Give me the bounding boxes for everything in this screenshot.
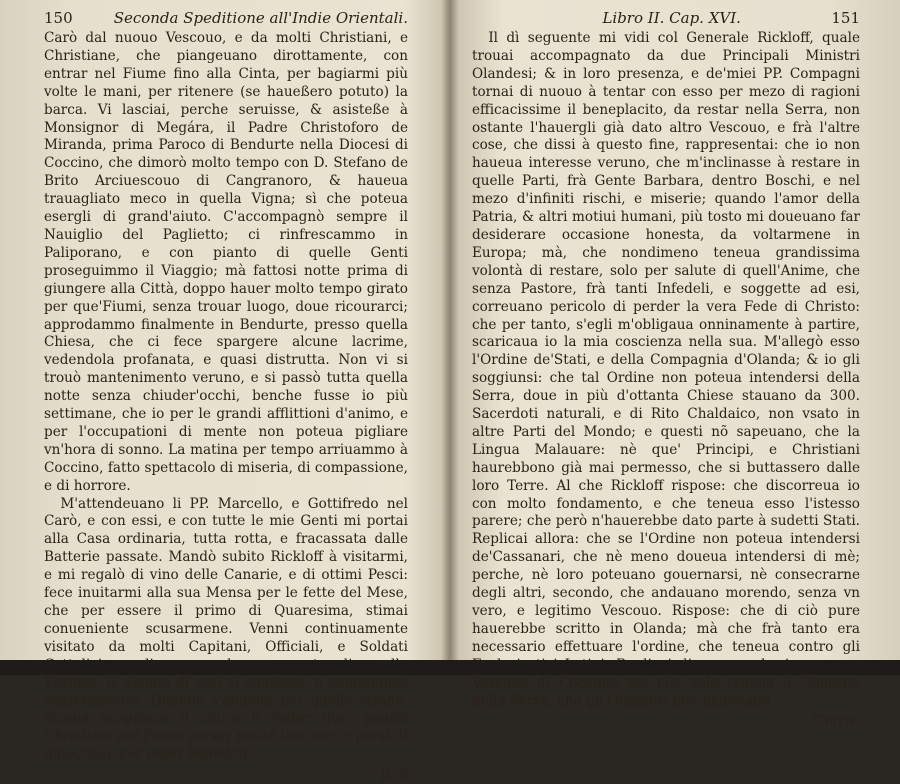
left-running-title: Seconda Speditione all'Indie Orientali. <box>113 9 408 27</box>
left-page <box>0 0 438 784</box>
left-paragraph-1: Carò dal nuouo Vescouo, e da molti Christiani, e Christiane, che piangeuano dirottamente, con entrar nel Fiume fino alla Cinta, per bagiarmi più volte le mani, per ritenere (se haueßero potuto) la barca. Vi lasciai, perche seruisse, & asisteße à Monsignor di Megára, il Padre Christoforo de Miranda, prima Paroco di Bendurte nella Diocesi di Coccino, che dimorò molto tempo con D. Stefano de Brito Arciuescouo di Cangranoro, & haueua trauagliato meco in quella Vigna; sì che poteua esergli di grand'aiuto. C'accompagnò sempre il Nauiglio del Paglietto; ci rinfrescammo in Paliporano, e con pianto di quelle Genti proseguimmo il Viaggio; mà fattosi notte prima di giungere alla Città, doppo hauer molto tempo girato per que'Fiumi, senza trouar luogo, doue ricourarci; approdammo finalmente in Bendurte, presso quella Chiesa, che ci fece spargere alcune lacrime, vedendola profanata, e quasi distrutta. Non vi si trouò mantenimento veruno, e si passò tutta quella notte senza chiuder'occhi, benche fusse io più settimane, che io per le grandi afflittioni d'animo, e per l'occupationi di mente non poteua pigliare vn'hora di sonno. La matina per tempo arriuammo à Coccino, fatto spettacolo di miseria, di compassione, e di horrore. <box>44 30 408 494</box>
left-running-head <box>44 8 408 28</box>
left-page-number: 150 <box>44 9 73 27</box>
left-paragraph-2: M'attendeuano li PP. Marcello, e Gottifredo nel Carò, e con essi, e con tutte le mie Genti mi portai alla Casa ordinaria, tutta rotta, e fracassata dalle Batterie passate. Mandò subito Rickloff à visitarmi, e mi regalò di vino delle Canarie, e di ottimi Pesci: fece inuitarmi alla sua Mensa per le fette del Mese, che per essere il primo di Quaresima, stimai conueniente scusarmene. Venni continuamente visitato da molti Capitani, Officiali, e Soldati Vittoria, & alcuno di essi si confessò, e communicò segretamente. Quando s'andaua per quelle strade, faceua scoppiare il cuore il veder que' poueri Christiani del Paese versar molte lacrime, e porsi di ginocchio, per esser benedetti. <box>44 495 408 763</box>
right-page <box>442 0 900 730</box>
right-running-head <box>472 8 860 28</box>
table-surface <box>0 660 900 675</box>
right-running-title: Libro II. Cap. XVI. <box>602 9 741 27</box>
left-catchword: Il dì <box>380 767 408 784</box>
right-body-text <box>472 30 860 710</box>
right-catchword: Giuris- <box>813 713 860 730</box>
left-body-text <box>44 30 408 764</box>
right-page-number: 151 <box>831 9 860 27</box>
right-paragraph-1: Il dì seguente mi vidi col Generale Rickloff, quale trouai accompagnato da due Principali Ministri Olandesi; & in loro presenza, e de'miei PP. Compagni tornai di nuouo à tentar con esso per mezo di ragioni efficacissime il beneplacito, da restar nella Serra, non ostante l'hauergli già dato altro Vescouo, e frà l'altre cose, che dissi à questo fine, rappresentai: che io non haueua interesse veruno, che m'inclinasse à restare in quelle Parti, frà Gente Barbara, dentro Boschi, e nel mezo d'infiniti rischi, e miserie; quando l'amor della Patria, & altri motiui humani, più tosto mi doueuano far desiderare occasione honesta, da voltarmene in Europa; mà, che nondimeno teneua grandissima volontà di restare, solo per salute di quell'Anime, che senza Pastore, frà tanti Infedeli, e soggette ad esi, correuano pericolo di perder la vera Fede di Christo: che per tanto, s'egli m'obligaua onninamente à partire, scaricaua io la mia coscienza nella sua. M'allegò esso l'Ordine de'Stati, e della Compagnia d'Olanda; & io gli soggiunsi: che tal Ordine non poteua intendersi della Serra, doue in più d'ottanta Chiese stauano da 300. Sacerdoti naturali, e di Rito Chaldaico, non vsato in altre Parti del Mondo; e questi nõ sapeuano, che la Lingua Malauare: nè que' Principi, e Christiani haurebbono già mai permesso, che si buttassero dalle loro Terre. Al che Rickloff rispose: che discorreua io con molto fondamento, e che teneua esso l'istesso parere; che però n'hauerebbe dato parte à sudetti Stati. Replicai allora: che se l'Ordine non poteua intendersi de'Cassanari, che nè meno doueua intendersi di mè; perche, nè loro poteuano gouernarsi, nè consecrarne degli altri, secondo, che andauano morendo, senza vn vero, e legitimo Vescouo. Rispose: che di ciò pure hauerebbe scritto in Olanda; mà che frà tanto era necessario effettuare l'ordine, che teneua contro gli Vescouo di Coccino; mà che solo teneua il Gouerno della Serra; che gli Olandesi non haueuano <box>472 30 860 709</box>
